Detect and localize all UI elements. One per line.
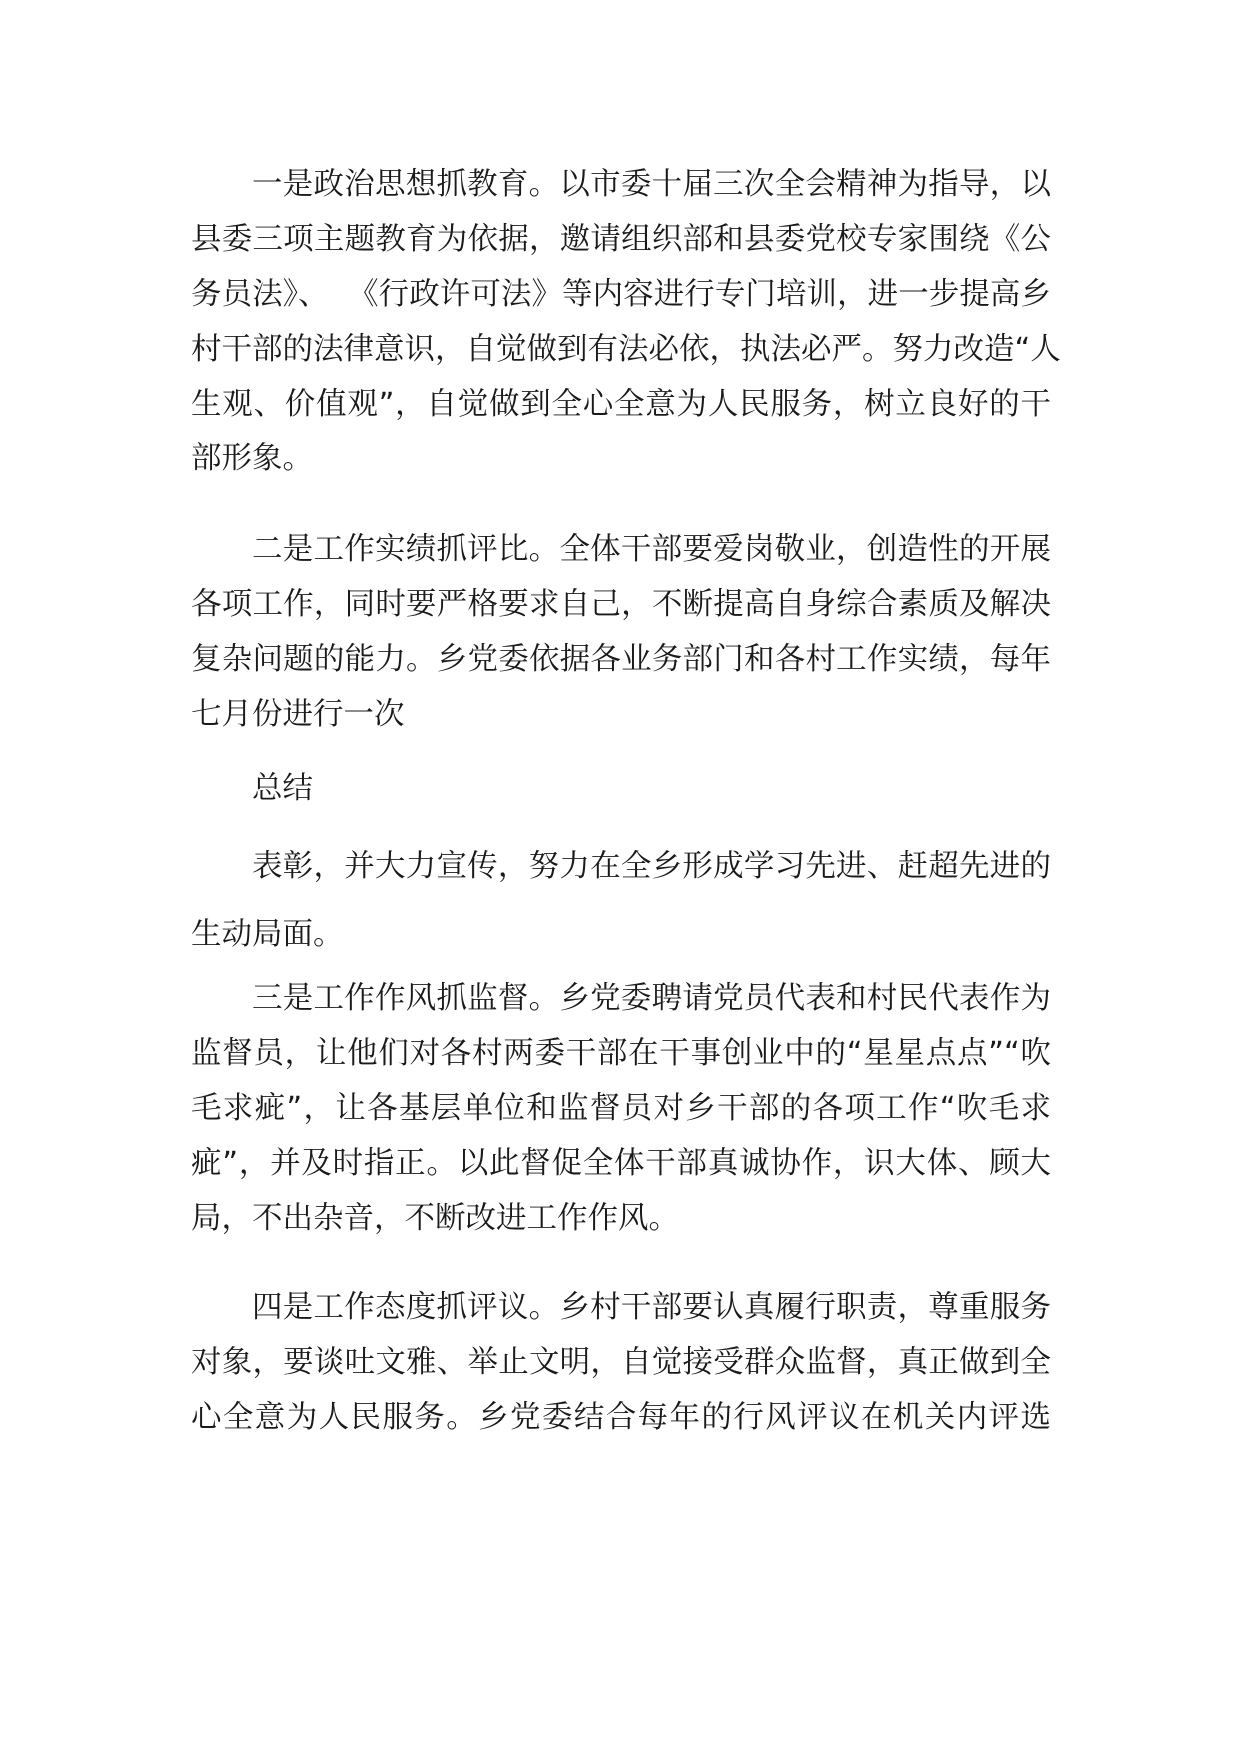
paragraph-5-line-2: 对象，要谈吐文雅、举止文明，自觉接受群众监督，真正做到全 (191, 1345, 1051, 1380)
paragraph-2-line-1: 二是工作实绩抓评比。全体干部要爱岗敬业，创造性的开展 (252, 532, 1051, 567)
paragraph-1-line-3: 务员法》、 《行政许可法》等内容进行专门培训，进一步提高乡 (191, 277, 1051, 312)
paragraph-1-line-2: 县委三项主题教育为依据，邀请组织部和县委党校专家围绕《公 (191, 222, 1051, 257)
paragraph-3-line-1: 表彰，并大力宣传，努力在全乡形成学习先进、赶超先进的 (252, 849, 1051, 884)
paragraph-4-line-4: 疵”，并及时指正。以此督促全体干部真诚协作，识大体、顾大 (191, 1146, 1051, 1181)
paragraph-5-line-1: 四是工作态度抓评议。乡村干部要认真履行职责，尊重服务 (252, 1290, 1051, 1325)
summary-heading: 总结 (252, 771, 313, 806)
paragraph-1-line-1: 一是政治思想抓教育。以市委十届三次全会精神为指导，以 (252, 167, 1051, 202)
paragraph-4-line-1: 三是工作作风抓监督。乡党委聘请党员代表和村民代表作为 (252, 981, 1051, 1016)
paragraph-5-line-3: 心全意为人民服务。乡党委结合每年的行风评议在机关内评选 (191, 1400, 1051, 1435)
paragraph-1-line-4: 村干部的法律意识，自觉做到有法必依，执法必严。努力改造“人 (191, 332, 1061, 367)
paragraph-3-line-2: 生动局面。 (191, 917, 344, 952)
paragraph-4-line-5: 局，不出杂音，不断改进工作作风。 (191, 1201, 679, 1236)
paragraph-4-line-2: 监督员，让他们对各村两委干部在干事创业中的“星星点点”“吹 (191, 1036, 1051, 1071)
paragraph-2-line-3: 复杂问题的能力。乡党委依据各业务部门和各村工作实绩，每年 (191, 642, 1051, 677)
paragraph-2-line-2: 各项工作，同时要严格要求自己，不断提高自身综合素质及解决 (191, 587, 1051, 622)
paragraph-1-line-5: 生观、价值观”，自觉做到全心全意为人民服务，树立良好的干 (191, 387, 1051, 422)
paragraph-4-line-3: 毛求疵”，让各基层单位和监督员对乡干部的各项工作“吹毛求 (191, 1091, 1051, 1126)
paragraph-1-line-6: 部形象。 (191, 441, 313, 476)
paragraph-2-line-4: 七月份进行一次 (191, 697, 405, 732)
